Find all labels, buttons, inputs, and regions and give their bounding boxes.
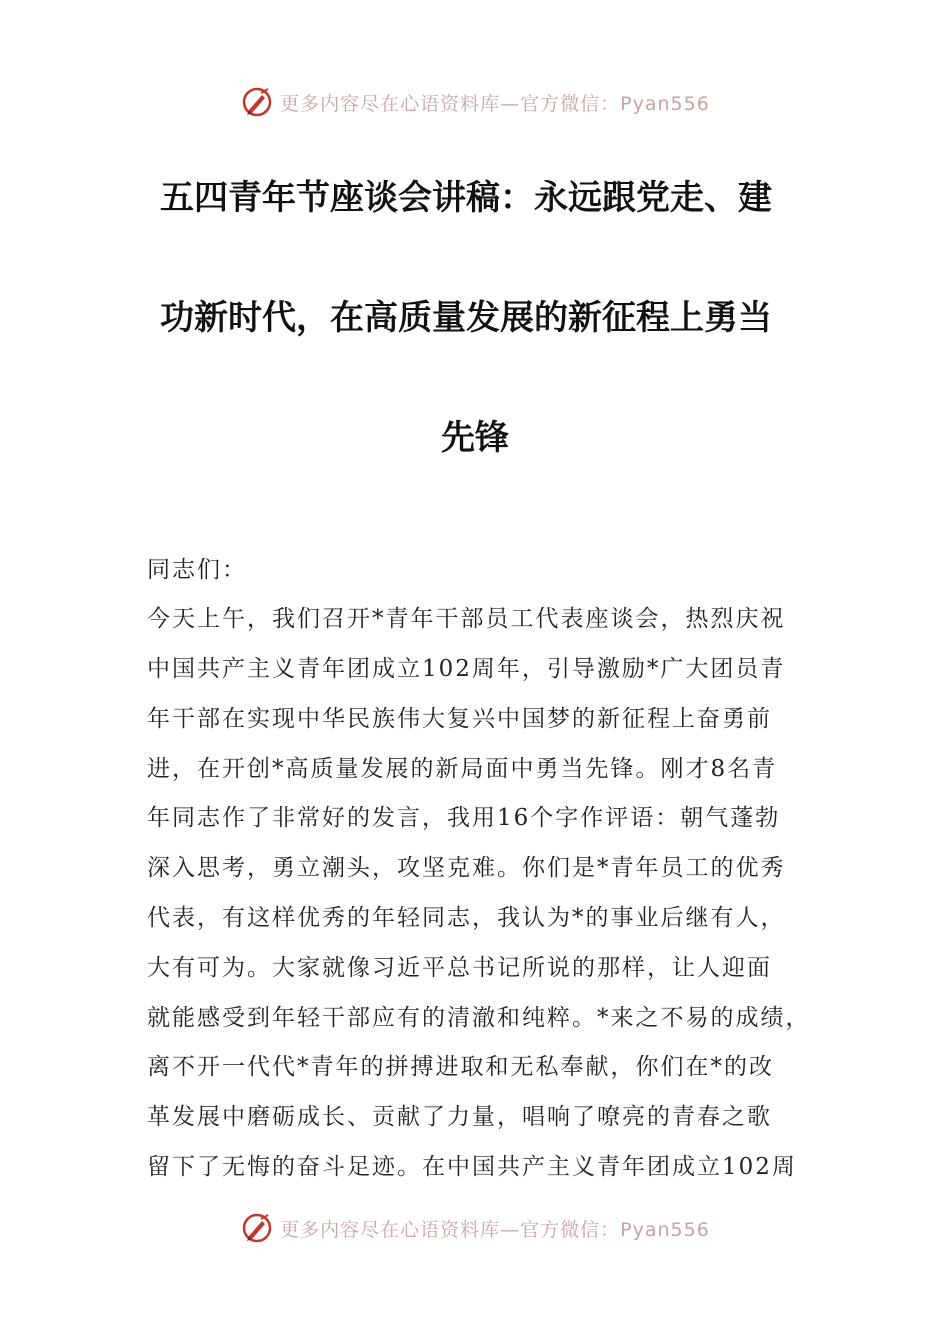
body-line: 同志们： — [147, 557, 247, 583]
body-line: 深入思考，勇立潮头，攻坚克难。你们是*青年员工的优秀 — [147, 855, 786, 881]
header-watermark — [0, 82, 950, 122]
body-line: 代表，有这样优秀的年轻同志，我认为*的事业后继有人， — [147, 905, 786, 931]
pen-logo-icon — [240, 85, 274, 119]
body-line: 中国共产主义青年团成立102周年，引导激励*广大团员青 — [147, 656, 786, 682]
body-line: 大有可为。大家就像习近平总书记所说的那样，让人迎面 — [147, 955, 772, 981]
body-line: 今天上午，我们召开*青年干部员工代表座谈会，热烈庆祝 — [147, 606, 786, 632]
footer-watermark — [0, 1208, 950, 1248]
watermark-text-en: Pyan556 — [620, 1218, 710, 1241]
document-title-line-2: 功新时代，在高质量发展的新征程上勇当 — [160, 298, 772, 338]
watermark-text — [280, 1215, 710, 1242]
body-line: 就能感受到年轻干部应有的清澈和纯粹。*来之不易的成绩， — [147, 1005, 811, 1031]
body-line: 年干部在实现中华民族伟大复兴中国梦的新征程上奋勇前 — [147, 706, 772, 732]
body-line: 留下了无悔的奋斗足迹。在中国共产主义青年团成立102周 — [147, 1154, 797, 1180]
watermark-text-en: Pyan556 — [620, 92, 710, 115]
body-line: 进，在开创*高质量发展的新局面中勇当先锋。刚才8名青 — [147, 756, 778, 782]
document-title-line-3: 先锋 — [441, 418, 509, 458]
watermark-text-cn: 更多内容尽在心语资料库—官方微信： — [280, 92, 621, 115]
document-title-line-1: 五四青年节座谈会讲稿：永远跟党走、建 — [160, 178, 772, 218]
watermark-text-cn: 更多内容尽在心语资料库—官方微信： — [280, 1218, 621, 1241]
body-line: 年同志作了非常好的发言，我用16个字作评语：朝气蓬勃 — [147, 805, 781, 831]
body-line: 革发展中磨砺成长、贡献了力量，唱响了嘹亮的青春之歌 — [147, 1104, 772, 1130]
pen-logo-icon — [240, 1211, 274, 1245]
body-line: 离不开一代代*青年的拼搏进取和无私奉献，你们在*的改 — [147, 1054, 774, 1080]
watermark-text — [280, 89, 710, 116]
